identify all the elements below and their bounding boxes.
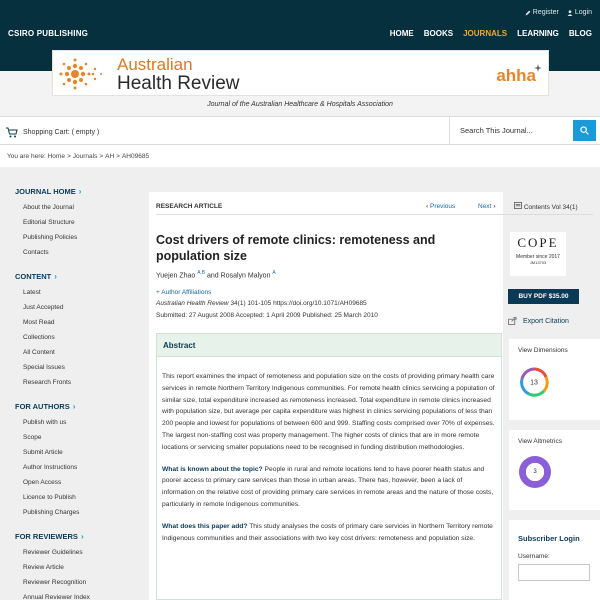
login-link[interactable]: Login bbox=[567, 9, 592, 16]
sidebar-item[interactable]: Contacts bbox=[23, 249, 49, 256]
sidebar-item[interactable]: Research Fronts bbox=[23, 379, 72, 386]
abstract-body bbox=[157, 357, 501, 544]
subscriber-login bbox=[509, 520, 600, 600]
dimensions-card[interactable] bbox=[509, 339, 600, 420]
abstract-paragraph: This report examines the impact of remoteness and population size on the costs of providing primary health care services in remote Northern Territory Indigenous communities. For remote health clinics servicing a population of similar size, total expenditure increased as remoteness increased. Total expenditure in remote clinics increased with population size, but average per capita expenditure was highest in clinics servicing populations of less than 200 people and lowest for populations of between 600 and 999. Staffing costs comprised over 70% of expenses. The largest non-staffing cost was property management. The higher costs of clinics that are in more remote locations or servicing smaller populations need to be recognised in funding distribution methodologies. bbox=[162, 373, 495, 451]
search-icon bbox=[580, 126, 589, 135]
chevron-right-icon: › bbox=[493, 203, 496, 210]
sidebar-item[interactable]: Author Instructions bbox=[23, 464, 78, 471]
sidebar-item[interactable]: Review Article bbox=[23, 564, 64, 571]
search-button[interactable] bbox=[573, 120, 596, 141]
sidebar-item[interactable]: Publish with us bbox=[23, 419, 67, 426]
banner-title-line1: Australian bbox=[117, 55, 193, 74]
sidebar-item[interactable]: All Content bbox=[23, 349, 55, 356]
breadcrumb: You are here: Home > Journals > AH > AH09685 bbox=[7, 153, 150, 160]
chevron-right-icon: › bbox=[54, 272, 57, 281]
citation-line bbox=[156, 300, 367, 307]
author-list: Yuejen Zhao $^{A B}$ and Rosalyn Malyon $^A$ bbox=[156, 270, 276, 280]
export-citation-link[interactable]: Export Citation bbox=[508, 317, 569, 325]
author-affiliation-marks[interactable]: A bbox=[272, 270, 276, 276]
cope-badge[interactable] bbox=[510, 232, 566, 276]
user-icon bbox=[567, 10, 573, 16]
sidebar-section-journal-home bbox=[15, 187, 144, 260]
sidebar-item[interactable]: Publishing Policies bbox=[23, 234, 78, 241]
author-affiliations-toggle[interactable]: + Author Affiliations bbox=[156, 289, 212, 296]
sidebar-item[interactable]: Most Read bbox=[23, 319, 55, 326]
sidebar-item[interactable]: Open Access bbox=[23, 479, 62, 486]
cope-member-since: Member since 2017 bbox=[516, 254, 560, 260]
sidebar-item[interactable]: About the Journal bbox=[23, 204, 74, 211]
sidebar-heading[interactable]: JOURNAL HOME › bbox=[15, 187, 82, 196]
previous-link[interactable]: ‹ Previous bbox=[426, 203, 456, 210]
sidebar-item[interactable]: Just Accepted bbox=[23, 304, 64, 311]
sidebar-item[interactable]: Reviewer Guidelines bbox=[23, 549, 83, 556]
altmetric-card[interactable] bbox=[509, 430, 600, 510]
abstract-paragraph: What does this paper add? This study analyses the costs of primary care services in Northern Territory remote Indigenous communities and their associations with two key cost drivers: remoteness and population size. bbox=[162, 522, 493, 542]
sidebar-item[interactable]: Scope bbox=[23, 434, 42, 441]
sidebar-item[interactable]: Submit Article bbox=[23, 449, 63, 456]
journal-name: Australian Health Review bbox=[156, 300, 229, 307]
star-icon bbox=[534, 64, 542, 72]
main-nav bbox=[390, 29, 592, 38]
chevron-right-icon: › bbox=[80, 532, 84, 541]
dimensions-count: 13 bbox=[530, 379, 538, 387]
abstract-heading: Abstract bbox=[157, 334, 501, 357]
journal-tagline: Journal of the Australian Healthcare & Hospitals Association bbox=[207, 101, 393, 108]
account-links bbox=[525, 9, 592, 16]
breadcrumb-current: AH09685 bbox=[121, 153, 150, 160]
sidebar-heading[interactable]: FOR REVIEWERS › bbox=[15, 532, 84, 541]
sidebar-item[interactable]: Collections bbox=[23, 334, 55, 341]
nav-learning[interactable]: LEARNING bbox=[517, 29, 559, 38]
shopping-cart[interactable]: Shopping Cart: ( empty ) bbox=[6, 127, 99, 138]
chevron-right-icon: › bbox=[78, 187, 82, 196]
dimensions-badge-icon bbox=[519, 367, 549, 397]
publisher-logo[interactable]: CSIRO PUBLISHING bbox=[8, 29, 89, 38]
contents-icon bbox=[514, 202, 522, 209]
author-link[interactable]: Rosalyn Malyon bbox=[220, 272, 271, 280]
sidebar-section-for-reviewers bbox=[15, 532, 144, 600]
sunburst-logo-icon bbox=[57, 55, 113, 93]
publication-dates: Submitted: 27 August 2008 Accepted: 1 April 2009 Published: 25 March 2010 bbox=[156, 312, 378, 319]
ahha-logo: ahha bbox=[496, 66, 536, 85]
login-title: Subscriber Login bbox=[518, 534, 580, 543]
sidebar-item[interactable]: Latest bbox=[23, 289, 41, 296]
sidebar-heading[interactable]: CONTENT › bbox=[15, 272, 57, 281]
altmetric-title: View Altmetrics bbox=[518, 438, 562, 445]
journal-banner[interactable] bbox=[52, 50, 549, 96]
next-link[interactable]: Next › bbox=[478, 203, 496, 210]
author-link[interactable]: Yuejen Zhao bbox=[156, 272, 196, 280]
username-label: Username: bbox=[518, 553, 550, 560]
article-title: Cost drivers of remote clinics: remoteness and population size bbox=[156, 233, 436, 263]
altmetric-score: 3 bbox=[533, 469, 537, 475]
abstract-paragraph: What is known about the topic? People in rural and remote locations tend to have poorer health status and poorer access to primary care services than those in urban areas. There has, however, been a lack of information on the relative cost of providing primary care services in remote areas and the nature of those costs, particularly in remote Indigenous communities. bbox=[162, 465, 494, 508]
username-input[interactable] bbox=[518, 564, 590, 581]
sidebar-heading[interactable]: FOR AUTHORS › bbox=[15, 402, 76, 411]
sidebar-item[interactable]: Reviewer Recognition bbox=[23, 579, 87, 586]
article-toolbar bbox=[156, 199, 593, 215]
register-link[interactable]: Register bbox=[525, 9, 559, 16]
cope-member-id: JM13703 bbox=[529, 260, 547, 265]
citation-details[interactable]: 34(1) 101-105 https://doi.org/10.1071/AH09685 bbox=[230, 300, 367, 307]
nav-journals[interactable]: JOURNALS bbox=[463, 29, 508, 38]
abstract-panel bbox=[156, 333, 502, 600]
sidebar-item[interactable]: Editorial Structure bbox=[23, 219, 75, 226]
article-type: RESEARCH ARTICLE bbox=[156, 203, 223, 210]
breadcrumb-ah[interactable]: AH bbox=[105, 153, 115, 160]
pencil-icon bbox=[525, 10, 531, 16]
buy-pdf-button[interactable]: BUY PDF $35.00 bbox=[508, 289, 579, 304]
breadcrumb-home[interactable]: Home bbox=[47, 153, 65, 160]
sidebar bbox=[0, 175, 144, 600]
breadcrumb-journals[interactable]: Journals bbox=[72, 153, 98, 160]
sidebar-item[interactable]: Special Issues bbox=[23, 364, 65, 371]
sidebar-section-content bbox=[15, 272, 144, 390]
sidebar-section-for-authors bbox=[15, 402, 144, 520]
banner-title-line2: Health Review bbox=[117, 73, 240, 94]
dimensions-title: View Dimensions bbox=[518, 347, 568, 354]
contents-link[interactable]: Contents Vol 34(1) bbox=[514, 202, 578, 211]
cope-logo: COPE bbox=[517, 235, 559, 250]
cart-icon bbox=[6, 127, 18, 138]
sidebar-item[interactable]: Annual Reviewer Index bbox=[23, 594, 90, 600]
nav-blog[interactable]: BLOG bbox=[568, 29, 592, 38]
sidebar-item[interactable]: Publishing Charges bbox=[23, 509, 80, 516]
search-input[interactable]: Search This Journal... bbox=[449, 116, 573, 145]
chevron-left-icon: ‹ bbox=[426, 203, 429, 210]
sidebar-item[interactable]: Licence to Publish bbox=[23, 494, 76, 501]
author-affiliation-marks[interactable]: A B bbox=[197, 270, 206, 276]
chevron-right-icon: › bbox=[72, 402, 76, 411]
export-icon bbox=[508, 317, 517, 325]
nav-home[interactable]: HOME bbox=[389, 29, 414, 38]
altmetric-badge-icon bbox=[519, 456, 551, 488]
nav-books[interactable]: BOOKS bbox=[423, 29, 454, 38]
